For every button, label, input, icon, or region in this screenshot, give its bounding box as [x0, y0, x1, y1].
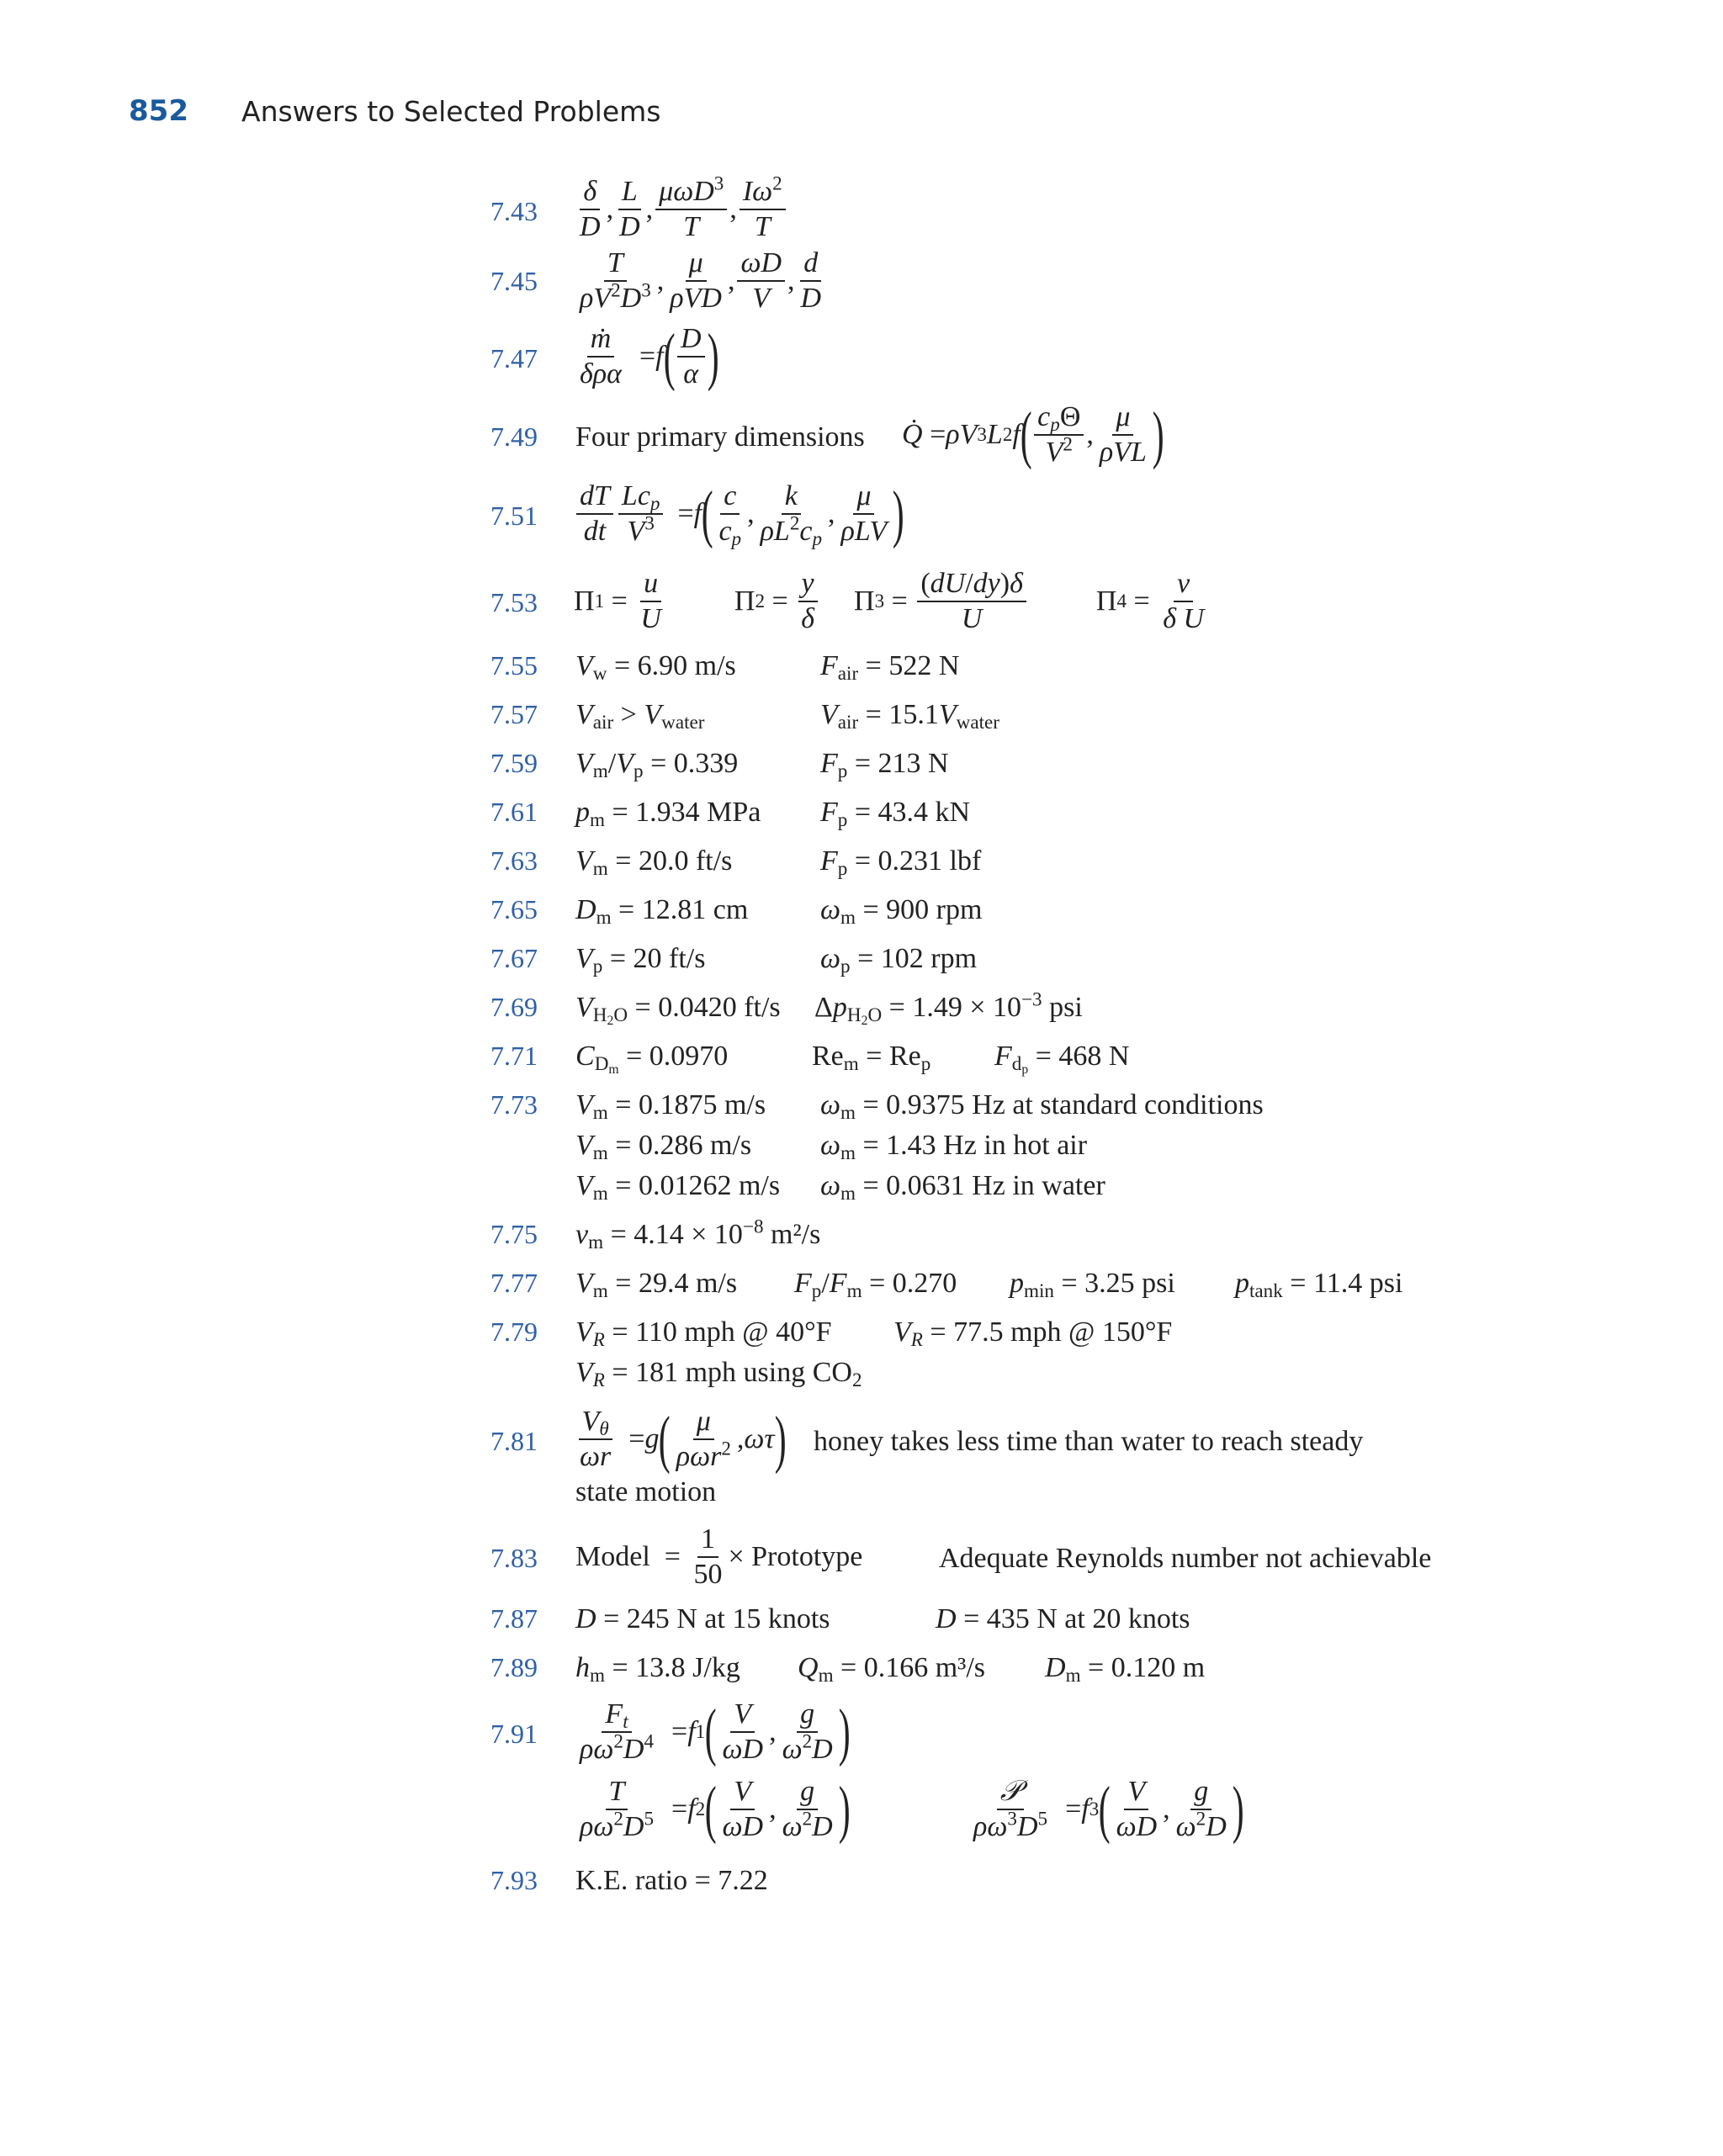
answer-7-75: 7.75 $\nu_m = 4.14 \times 10^{-8}$ m²/s [490, 1216, 821, 1253]
value-b: = 102 rpm [857, 943, 978, 974]
answer-7-81: 7.81 honey takes less time than water to reach steady state motion [490, 1426, 1364, 1507]
answer-text: Four primary dimensions [575, 421, 865, 453]
problem-number: 7.43 [490, 196, 538, 226]
value-b: = 213 N [854, 748, 949, 779]
answer-note: Adequate Reynolds number not achievable [939, 1543, 1432, 1574]
answer-7-87: 7.87 D = 245 N at 15 knots D = 435 N at 20 knots [490, 1603, 1190, 1634]
problem-number: 7.67 [490, 943, 538, 973]
problem-number: 7.89 [490, 1652, 538, 1682]
value-a: = 6.90 m/s [613, 650, 736, 681]
value-b: = 15.1 [865, 699, 939, 730]
equation-7-91-b: $\frac{T}{\rho\omega^2D^5}$ = f 2 ( $\frac{V}{\omega D}$ , $\frac{g}{\omega^2D}$ ) $\frac{\text{𝒫}}{\rho\omega^3D^5}$ = f 3 ( $\frac{V}{\omega D}$ , $\frac{g}{\omega^2D}$ ) [580, 1773, 1244, 1845]
answer-7-73: 7.73 $V_m = 0.1875$ m/s $\omega_m = 0.9375$ Hz at standard conditions $V_m = 0.286$ m/s $\omega_m = 1.43$ Hz in hot air $V_m = 0.01262$ m/s $\omega_m = 0.0631$ Hz in water [490, 1089, 1264, 1205]
answer-7-57: 7.57 $V_{air} > V_{water}$ $V_{air} = 15.1V_{water}$ [490, 699, 999, 734]
value-b: = 900 rpm [862, 894, 983, 925]
problem-number: 7.49 [490, 421, 538, 452]
equation-7-83: Model = $\frac{1}{50}$ × Prototype [575, 1523, 863, 1590]
problem-number: 7.91 [490, 1719, 538, 1749]
problem-number: 7.63 [490, 845, 538, 876]
answer-7-59: 7.59 $V_m/V_p = 0.339$ $F_p = 213$ N [490, 748, 949, 782]
value-b: = 522 N [865, 650, 960, 681]
problem-number: 7.69 [490, 992, 538, 1022]
problem-number: 7.87 [490, 1603, 538, 1634]
value-a: = 12.81 cm [618, 894, 749, 925]
problem-number: 7.65 [490, 894, 538, 924]
answer-7-71: 7.71 $C_{D_m} = 0.0970$ $Re_m = Re_p$ $F_{d_p} = 468$ N [490, 1041, 1130, 1077]
answer-7-61: 7.61 $p_m = 1.934$ MPa $F_p = 43.4$ kN [490, 797, 971, 831]
problem-number: 7.61 [490, 797, 538, 827]
answer-7-79: 7.79 $V_R = 110$ mph @ 40°F $V_R = 77.5$ mph @ 150°F $V_R = 181$ mph using $CO_2$ [490, 1316, 1173, 1391]
value-b: = 0.231 lbf [854, 845, 982, 877]
answer-7-55: 7.55 $V_w = 6.90$ m/s $F_{air} = 522$ N [490, 650, 960, 685]
equation-7-91-a: $\frac{F_t}{\rho\omega^2D^4}$ = f 1 ( $\frac{V}{\omega D}$ , $\frac{g}{\omega^2D}$ ) [580, 1696, 851, 1767]
problem-number: 7.45 [490, 266, 538, 296]
value-a: = 20.0 ft/s [615, 845, 733, 877]
answer-7-67: 7.67 $V_p = 20$ ft/s $\omega_p = 102$ rpm [490, 943, 978, 977]
equation-7-81: $\frac{V_\theta}{\omega r}$ = g ( $\frac{\mu}{\rho\omega r^2}$ , ωτ ) [580, 1403, 787, 1475]
value-a: = 20 ft/s [609, 943, 706, 974]
value-a: = 0.0420 ft/s [634, 992, 781, 1023]
answer-7-65: 7.65 $D_m = 12.81$ cm $\omega_m = 900$ rpm [490, 894, 983, 929]
problem-number: 7.83 [490, 1543, 538, 1573]
equation-7-49: Q̇ = ρV 3 L 2 f ( $\frac{c_p\Theta}{V^2}$ , $\frac{\mu}{\text{ρVL}}$ ) [902, 399, 1164, 470]
problem-number: 7.73 [490, 1089, 538, 1120]
problem-number: 7.81 [490, 1426, 538, 1456]
page-header [129, 94, 661, 128]
equation-7-45: $\frac{T}{\rho V^2D^3}$ , $\frac{\mu}{\text{ρVD}}$ , $\frac{\omega D}{V}$ , $\frac{d}{D}$ [580, 247, 822, 314]
running-head: Answers to Selected Problems [241, 95, 661, 128]
value-b: = 43.4 kN [854, 797, 971, 828]
answer-7-63: 7.63 $V_m = 20.0$ ft/s $F_p = 0.231$ lbf [490, 845, 982, 880]
equation-7-51: $\frac{dT}{dt}$ $\frac{Lc_p}{V^3}$ = f ( $\frac{c}{c_p}$ , $\frac{k}{\rho L^2c_p}$ , $\frac{\mu}{\text{ρLV}}$ ) [574, 481, 904, 546]
value-b: = 1.49 × 10 [888, 992, 1021, 1023]
problem-number: 7.53 [490, 587, 538, 617]
value-a: = 0.339 [650, 748, 739, 779]
problem-number: 7.55 [490, 650, 538, 681]
value-c: = 468 N [1035, 1041, 1130, 1072]
answer-7-93 [0, 1867, 1723, 1951]
problem-number: 7.57 [490, 699, 538, 729]
problem-number: 7.79 [490, 1316, 538, 1347]
equation-7-53: Π 1 = $\frac{u}{U}$ Π 2 = $\frac{y}{\delta}$ Π 3 = $\frac{(dU/dy)\delta}{U}$ Π 4 = $\frac{\nu}{\text{δ U}}$ [574, 568, 1205, 634]
value-a: = 0.0970 [626, 1041, 729, 1072]
page-number: 852 [129, 94, 188, 128]
answer-7-45 [0, 268, 1723, 352]
answer-7-89: 7.89 $h_m = 13.8$ J/kg $Q_m = 0.166$ m³/s $D_m = 0.120$ m [490, 1652, 1206, 1687]
problem-number: 7.75 [490, 1219, 538, 1249]
problem-number: 7.71 [490, 1041, 538, 1071]
answer-text: K.E. ratio = 7.22 [575, 1865, 768, 1896]
problem-number: 7.77 [490, 1268, 538, 1298]
value-a: = 1.934 MPa [612, 797, 761, 828]
problem-number: 7.93 [490, 1865, 538, 1895]
equation-7-43: $\frac{\delta}{D}$ , $\frac{L}{D}$ , $\frac{\mu\omega D^3}{T}$ , $\frac{I\omega^2}{T}$ [574, 177, 788, 241]
equation-7-47: $\frac{\text{ṁ}}{\text{δρα}}$ = f ( $\frac{D}{\alpha}$ ) [580, 320, 719, 392]
answer-7-47 [0, 345, 1723, 429]
problem-number: 7.51 [490, 501, 538, 531]
answer-7-77: 7.77 $V_m = 29.4$ m/s $F_p/F_m = 0.270$ $p_{min} = 3.25$ psi $p_{tank} = 11.4$ psi [490, 1268, 1403, 1302]
problem-number: 7.59 [490, 748, 538, 778]
problem-number: 7.47 [490, 343, 538, 373]
answer-7-69: 7.69 $V_{H_2O} = 0.0420$ ft/s $\Delta p_{H_2O} = 1.49 \times 10^{-3}$ psi [490, 988, 1083, 1028]
